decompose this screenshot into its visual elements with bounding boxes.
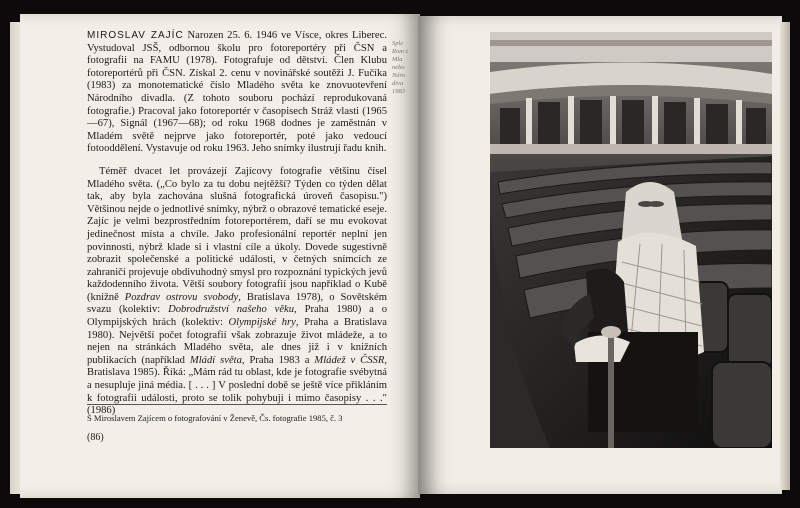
book-title-5: Mládež v ČSSR <box>314 354 385 366</box>
biography-paragraph <box>87 30 387 156</box>
essay-text-2: , Bratislava 1978), o Sovětském svazu (kolektiv: <box>87 291 387 316</box>
text-column <box>87 30 387 418</box>
essay-text-6: , Bratislava 1985). Říká: „Mám rád tu oblast, kde je fotografie svébytná a nesupluje jiná média. [ . . . ] V poslední době se ještě více přikláním k fotografii události, proto se tolik pohybuji i mimo časopisy . . ." (1986) <box>87 354 387 417</box>
photograph-illustration <box>490 32 772 448</box>
essay-text-4: , Praha a Bratislava 1980). Největší počet fotografií však zobrazuje život mládeže, a to nejen na stránkách Mladého světa, ale dnes již i v knižních publikacích (například <box>87 317 387 366</box>
book-title-4: Mládí světa <box>189 354 242 366</box>
biography-text: Narozen 25. 6. 1946 ve Vísce, okres Liberec. Vystudoval JSŠ, odbornou školu pro fotoreportéry při ČSN a fotografii na FAMU (1978). Fotografuje od dětství. Člen Klubu fotoreportérů při ČSN. Získal 2. cenu v novinářské soutěži J. Fučíka (1983) za monotematické číslo Mladého světa ke znovuotevření Národního divadla. (Z tohoto souboru pochází reprodukovaná fotografie.) Pracoval jako fotoreportér v časopisech Stráž vlasti (1965—67), Signál (1967—68); od roku 1968 dodnes je zaměstnán v Mladém světě nejprve jako fotoreportér, poté jako vedoucí fotooddělení. Vystavuje od roku 1963. Jeho snímky ilustrují řadu knih. <box>87 30 387 155</box>
book-title-2: Dobrodružství našeho věku <box>168 304 295 316</box>
book-title-1: Pozdrav ostrovu svobody <box>124 291 239 303</box>
essay-text-1: Téměř dvacet let provázejí Zajícovy fotografie většinu čísel Mladého světa. („Co bylo za tu dobu nejtěžší? Týden co týden dělat tak, aby byla zachována slušná fotografická úroveň časopisu.") Většinou nejde o jednotlivé snímky, nýbrž o obrazové tematické eseje. Zajíc je velmi bezprostředním fotoreportérem, daří se mu evokovat jedinečnost místa a chvíle. Jako profesionální reportér neplní jen povinnosti, nýbrž klade si i vlastní cíle a úkoly. Dovede sugestivně zobrazit společenské a politické události, v četných snímcích ze zahraničí projevuje obdivuhodný smysl pro rozpoznání typických jevů každodenního života. Větší soubory fotografií jsou například o Kubě (knižně <box>87 165 387 303</box>
author-name: MIROSLAV ZAJÍC <box>87 30 184 41</box>
right-page-edge <box>780 22 790 490</box>
book-title-3: Olympijské hry <box>228 317 296 329</box>
essay-text-3: , Praha 1980) a o Olympijských hrách (kolektiv: <box>87 304 388 329</box>
footnote-rule <box>87 404 387 405</box>
theatre-photograph <box>490 32 772 448</box>
page-number: (86) <box>87 432 104 443</box>
essay-paragraph <box>87 166 387 418</box>
neighbor-page-fragment: Sple Rom z Mla nebo Náro diva 1983 <box>392 40 409 95</box>
essay-text-5: , Praha 1983 a <box>241 354 315 366</box>
footnote: S Miroslavem Zajícem o fotografování v Ženevě, Čs. fotografie 1985, č. 3 <box>87 413 343 423</box>
